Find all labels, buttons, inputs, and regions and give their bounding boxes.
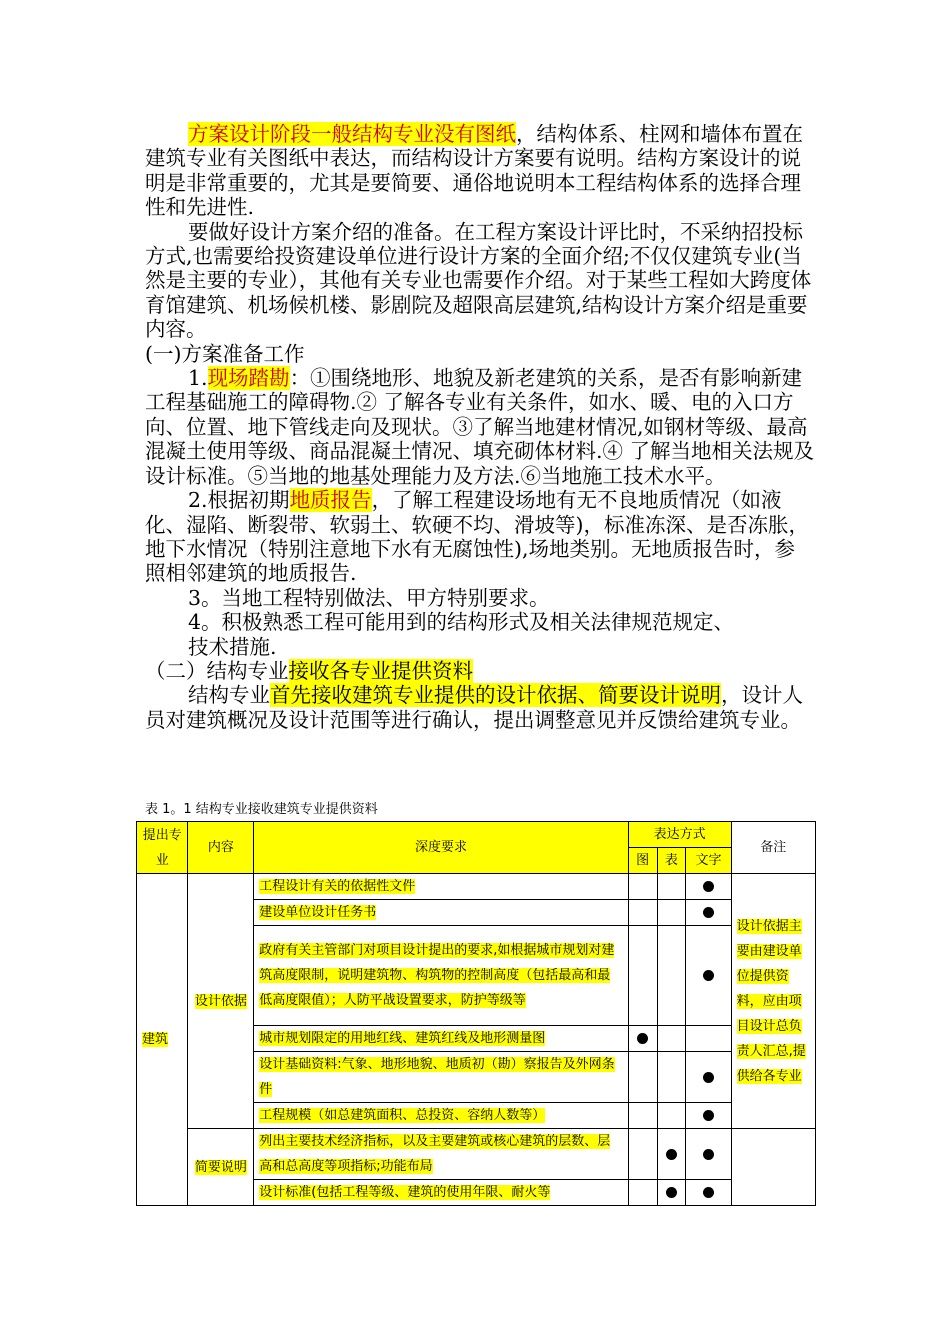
depth-text: 城市规划限定的用地红线、建筑红线及地形测量图 — [259, 1031, 546, 1046]
mark-cell — [628, 1026, 657, 1052]
item-text: ，了解工程建设场地有无不良地质情况（如液化、湿陷、断裂带、软弱土、软硬不均、滑坡等)，标准冻深、是否冻胀，地下水情况（特别注意地下水有无腐蚀性),场地类别。无地质报告时，参照相邻建筑的地质报告. — [145, 488, 809, 586]
highlight-text: 地质报告 — [289, 488, 372, 513]
header-depth: 深度要求 — [254, 822, 628, 874]
item-text: ：①围绕地形、地貌及新老建筑的关系，是否有影响新建工程基础施工的障碍物.② 了解各专业有关条件，如水、暖、电的入口方向、位置、地下管线走向及现状。③了解当地建材情况,如钢材等级、最高混凝土使用等级、商品混凝土情况、填充砌体材料.④ 了解当地相关法规及设计标准。⑤当地的地基处理能力及方法.⑥当地施工技术水平。 — [145, 366, 815, 488]
depth-cell — [254, 1129, 628, 1180]
item-4: 4。积极熟悉工程可能用到的结构形式及相关法律规范规定、 — [188, 610, 735, 635]
header-drawing: 图 — [628, 848, 657, 874]
group-cell — [188, 874, 254, 1129]
bullet-mark — [703, 907, 714, 918]
bullet-mark — [637, 1033, 648, 1044]
item-number: 1. — [188, 366, 208, 391]
table-row — [137, 874, 816, 900]
mark-cell — [628, 926, 657, 1026]
highlight-text: 方案设计阶段一般结构专业没有图纸 — [188, 122, 516, 146]
item-text: 2.根据初期 — [188, 488, 290, 513]
item-4-cont: 技术措施. — [188, 634, 277, 659]
header-provider: 提出专业 — [137, 822, 188, 874]
mark-cell — [657, 1052, 686, 1103]
highlight-text: 接收各专业提供资料 — [288, 658, 473, 683]
bullet-mark — [703, 881, 714, 892]
highlight-text: 现场踏勘 — [207, 366, 290, 391]
depth-text: 政府有关主管部门对项目设计提出的要求,如根据城市规划对建筑高度限制，说明建筑物、构筑物的控制高度（包括最高和最低高度限值）；人防平战设置要求，防护等级等 — [259, 943, 615, 1008]
group-text: 设计依据 — [194, 993, 247, 1009]
header-content: 内容 — [188, 822, 254, 874]
group-text: 简要说明 — [194, 1159, 247, 1175]
paragraph-text: ，结构体系、柱网和墙体布置在建筑专业有关图纸中表达，而结构设计方案要有说明。结构方案设计的说明是非常重要的，尤其是要简要、通俗地说明本工程结构体系的选择合理性和先进性. — [145, 122, 803, 220]
note-text: 设计依据主要由建设单位提供资料，应由项目设计总负责人汇总,提供给各专业 — [736, 918, 806, 1084]
item-1 — [145, 366, 815, 488]
mark-cell — [686, 1180, 731, 1206]
depth-cell — [254, 1052, 628, 1103]
mark-cell — [657, 1129, 686, 1180]
bullet-mark — [703, 1072, 714, 1083]
note-cell — [731, 874, 815, 1129]
mark-cell — [686, 1026, 731, 1052]
depth-text: 工程设计有关的依据性文件 — [259, 879, 416, 894]
paragraph-1 — [145, 122, 815, 220]
provider-cell — [137, 874, 188, 1206]
table-caption: 表 1。1 结构专业接收建筑专业提供资料 — [145, 802, 378, 817]
item-2 — [145, 488, 815, 586]
group-cell — [188, 1129, 254, 1206]
mark-cell — [628, 1180, 657, 1206]
mark-cell — [657, 926, 686, 1026]
mark-cell — [657, 1103, 686, 1129]
bullet-mark — [703, 1187, 714, 1198]
item-3: 3。当地工程特别做法、甲方特别要求。 — [188, 585, 550, 610]
mark-cell — [628, 874, 657, 900]
depth-cell — [254, 1026, 628, 1052]
mark-cell — [686, 926, 731, 1026]
depth-cell — [254, 926, 628, 1026]
depth-text: 工程规模（如总建筑面积、总投资、容纳人数等） — [259, 1108, 546, 1123]
requirements-table — [136, 821, 816, 1206]
body-text — [145, 122, 815, 732]
depth-text: 列出主要技术经济指标，以及主要建筑或核心建筑的层数、层高和总高度等项指标;功能布局 — [259, 1134, 611, 1174]
depth-text: 设计基础资料:气象、地形地貌、地质初（勘）察报告及外网条件 — [259, 1057, 615, 1097]
mark-cell — [628, 1129, 657, 1180]
header-expression: 表达方式 — [628, 822, 731, 848]
mark-cell — [686, 900, 731, 926]
highlight-text: 首先接收建筑专业提供的设计依据、简要设计说明 — [270, 683, 721, 708]
table-row — [137, 1129, 816, 1180]
header-table: 表 — [657, 848, 686, 874]
depth-text: 建设单位设计任务书 — [259, 905, 377, 920]
depth-cell — [254, 900, 628, 926]
section-heading-2 — [145, 659, 815, 683]
bullet-mark — [703, 970, 714, 981]
mark-cell — [628, 1103, 657, 1129]
mark-cell — [686, 874, 731, 900]
mark-cell — [628, 1052, 657, 1103]
depth-cell — [254, 874, 628, 900]
mark-cell — [686, 1103, 731, 1129]
mark-cell — [686, 1052, 731, 1103]
depth-cell — [254, 1103, 628, 1129]
heading-text: （二）结构专业 — [145, 658, 289, 683]
header-text: 文字 — [686, 848, 731, 874]
paragraph-2: 要做好设计方案介绍的准备。在工程方案设计评比时，不采纳招投标方式,也需要给投资建设单位进行设计方案的全面介绍;不仅仅建筑专业(当然是主要的专业），其他有关专业也需要作介绍。对于某些工程如大跨度体育馆建筑、机场候机楼、影剧院及超限高层建筑,结构设计方案介绍是重要内容。 — [145, 219, 812, 342]
depth-cell — [254, 1180, 628, 1206]
bullet-mark — [666, 1187, 677, 1198]
mark-cell — [657, 900, 686, 926]
mark-cell — [686, 1129, 731, 1180]
paragraph-3 — [145, 683, 815, 732]
bullet-mark — [703, 1149, 714, 1160]
note-cell — [731, 1129, 815, 1206]
section-heading-1: (一)方案准备工作 — [145, 341, 305, 366]
paragraph-text: ，设计人员对建筑概况及设计范围等进行确认，提出调整意见并反馈给建筑专业。 — [145, 683, 803, 732]
header-note: 备注 — [731, 822, 815, 874]
provider-text: 建筑 — [142, 1032, 169, 1047]
mark-cell — [628, 900, 657, 926]
mark-cell — [657, 1026, 686, 1052]
bullet-mark — [666, 1149, 677, 1160]
paragraph-text: 结构专业 — [188, 683, 270, 708]
mark-cell — [657, 874, 686, 900]
mark-cell — [657, 1180, 686, 1206]
bullet-mark — [703, 1110, 714, 1121]
depth-text: 设计标准(包括工程等级、建筑的使用年限、耐火等 — [259, 1185, 551, 1200]
